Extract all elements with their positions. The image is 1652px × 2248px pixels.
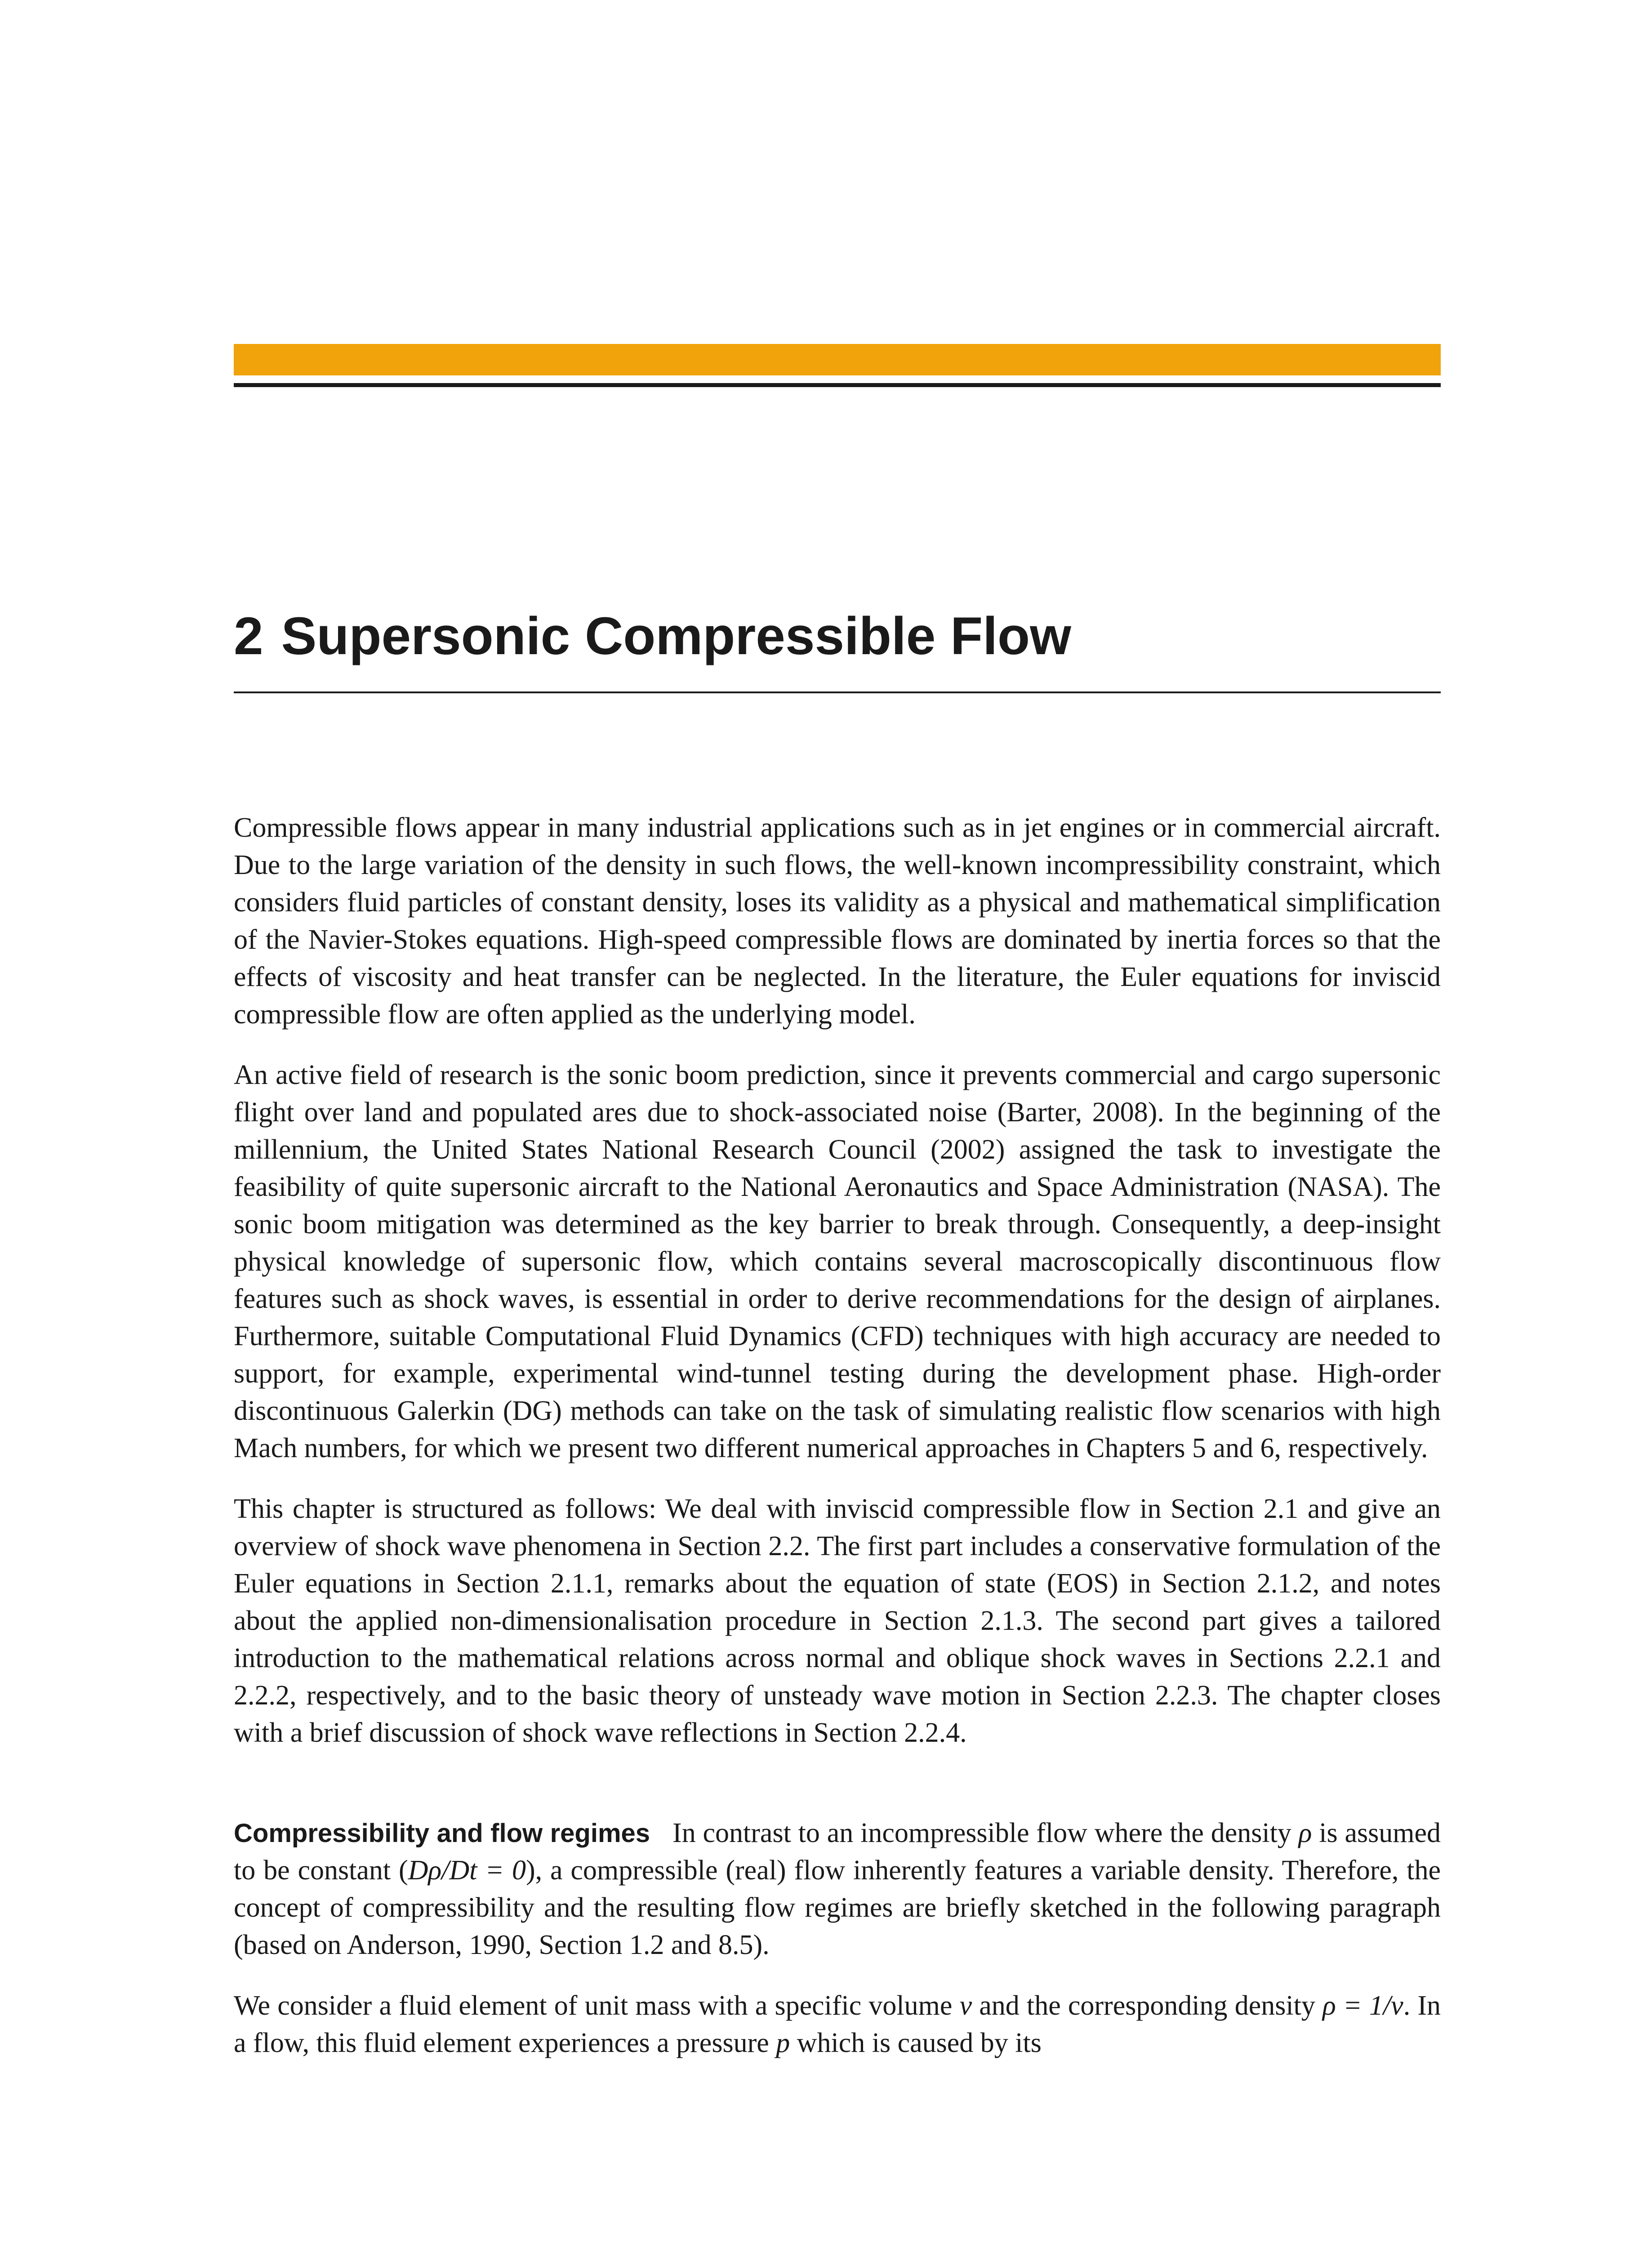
- text-span: We consider a fluid element of unit mass with a specific volume: [234, 1990, 960, 2021]
- chapter-title-rule: [234, 691, 1441, 693]
- text-span: and the corresponding density: [972, 1990, 1322, 2021]
- paragraph-heading-compressibility: Compressibility and flow regimes: [234, 1819, 650, 1848]
- paragraph-intro: Compressible flows appear in many industrial applications such as in jet engines or in commercial aircraft. Due to the large variation of the density in such flows, the well-known incompressibility constraint, which considers fluid particles of constant density, loses its validity as a physical and mathematical simplification of the Navier-Stokes equations. High-speed compressible flows are dominated by inertia forces so that the effects of viscosity and heat transfer can be neglected. In the literature, the Euler equations for inviscid compressible flow are often applied as the underlying model.: [234, 812, 1441, 1030]
- text-span: . In a flow, this fluid element experiences a pressure: [234, 1990, 1441, 2058]
- math-rho: ρ: [1298, 1818, 1312, 1848]
- chapter-heading: [234, 600, 1441, 672]
- chapter-accent-bar: [234, 344, 1441, 375]
- math-v: v: [959, 1990, 972, 2021]
- chapter-top-rule: [234, 383, 1441, 387]
- text-span: ), a compressible (real) flow inherently features a variable density. Therefore, the concept of compressibility and the resulting flow regimes are briefly sketched in the following paragraph (based on Anderson, 1990, Section 1.2 and 8.5).: [234, 1855, 1441, 1960]
- text-span: is assumed to be constant (: [234, 1818, 1441, 1886]
- chapter-number: 2: [234, 607, 263, 666]
- chapter-title: Supersonic Compressible Flow: [281, 607, 1071, 666]
- math-material-derivative: Dρ/Dt = 0: [408, 1855, 526, 1886]
- paragraph-chapter-structure: This chapter is structured as follows: We deal with inviscid compressible flow in Section 2.1 and give an overview of shock wave phenomena in Section 2.2. The first part includes a conservative formulation of the Euler equations in Section 2.1.1, remarks about the equation of state (EOS) in Section 2.1.2, and notes about the applied non-dimensionalisation procedure in Section 2.1.3. The second part gives a tailored introduction to the mathematical relations across normal and oblique shock waves in Sections 2.2.1 and 2.2.2, respectively, and to the basic theory of unsteady wave motion in Section 2.2.3. The chapter closes with a brief discussion of shock wave reflections in Section 2.2.4.: [234, 1494, 1441, 1748]
- paragraph-compressibility: [234, 1815, 1441, 1964]
- paragraph-sonic-boom: An active field of research is the sonic boom prediction, since it prevents commercial and cargo supersonic flight over land and populated ares due to shock-associated noise (Barter, 2008). In the beginning of the millennium, the United States National Research Council (2002) assigned the task to investigate the feasibility of quite supersonic aircraft to the National Aeronautics and Space Administration (NASA). The sonic boom mitigation was determined as the key barrier to break through. Consequently, a deep-insight physical knowledge of supersonic flow, which contains several macroscopically discontinuous flow features such as shock waves, is essential in order to derive recommendations for the design of airplanes. Furthermore, suitable Computational Fluid Dynamics (CFD) techniques with high accuracy are needed to support, for example, experimental wind-tunnel testing during the development phase. High-order discontinuous Galerkin (DG) methods can take on the task of simulating realistic flow scenarios with high Mach numbers, for which we present two different numerical approaches in Chapters 5 and 6, respectively.: [234, 1060, 1441, 1463]
- text-span: which is caused by its: [790, 2028, 1042, 2058]
- math-p: p: [776, 2028, 790, 2058]
- text-span: In contrast to an incompressible flow where the density: [672, 1818, 1299, 1848]
- body-text: [234, 809, 1441, 2085]
- paragraph-fluid-element: [234, 1987, 1441, 2062]
- math-rho-equation: ρ = 1/v: [1322, 1990, 1403, 2021]
